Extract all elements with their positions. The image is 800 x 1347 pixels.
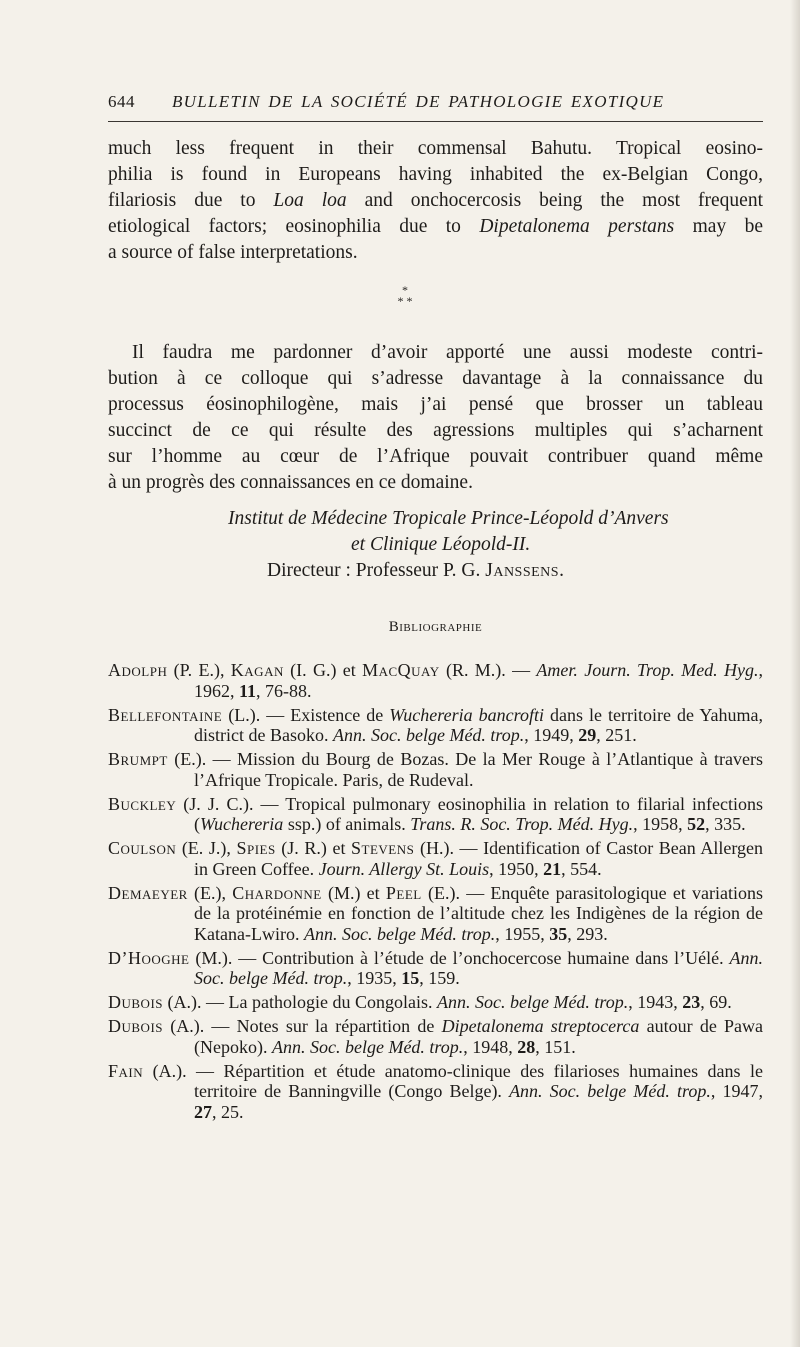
director-line: Directeur : Professeur P. G. Janssens. <box>267 560 564 581</box>
species-name: Dipetalonema perstans <box>479 216 675 237</box>
director-name: Janssens <box>485 560 560 581</box>
conclusion-paragraph <box>108 340 763 496</box>
reference-list <box>108 660 763 1126</box>
clinic-name: et Clinique Léopold-II. <box>351 534 531 555</box>
reference-author: Adolph <box>108 660 168 680</box>
reference-entry: Bellefontaine (L.). — Existence de Wuchereria bancrofti dans le territoire de Yahuma, district de Basoko. Ann. Soc. belge Méd. trop., 1949, 29, 251. <box>108 704 763 745</box>
text-line: sur l’homme au cœur de l’Afrique pouvait contribuer quand même <box>108 446 763 467</box>
reference-author: Buckley <box>108 793 177 814</box>
running-title: BULLETIN DE LA SOCIÉTÉ DE PATHOLOGIE EXOTIQUE <box>172 92 665 111</box>
reference-entry: D’Hooghe (M.). — Contribution à l’étude de l’onchocercose humaine dans l’Uélé. Ann. Soc. belge Méd. trop., 1935, 15, 159. <box>108 947 763 988</box>
reference-author: Bellefontaine <box>108 704 223 725</box>
text-line: filariosis due to Loa loa and onchocercosis being the most frequent <box>108 190 763 211</box>
text-line: à un progrès des connaissances en ce domaine. <box>108 472 473 493</box>
asterism: * * * <box>397 283 413 308</box>
header-rule <box>108 121 763 122</box>
summary-paragraph <box>108 136 763 266</box>
reference-author: Fain <box>108 1060 144 1081</box>
text-line: Il faudra me pardonner d’avoir apporté une aussi modeste contri- <box>132 342 763 363</box>
reference-author: Coulson <box>108 838 177 858</box>
reference-entry: Demaeyer (E.), Chardonne (M.) et Peel (E.). — Enquête parasitologique et variations de la protéinémie en fonction de l’altitude chez les Indigènes de la région de Katana-Lwiro. Ann. Soc. belge Méd. trop., 1955, 35, 293. <box>108 882 764 944</box>
reference-entry: Dubois (A.). — Notes sur la répartition de Dipetalonema streptocerca autour de Pawa (Nepoko). Ann. Soc. belge Méd. trop., 1948, 28, 151. <box>108 1016 763 1057</box>
bibliography-heading: Bibliographie <box>388 619 483 635</box>
page-number: 644 <box>108 92 135 111</box>
reference-author: Dubois <box>108 992 164 1012</box>
text-line: much less frequent in their commensal Bahutu. Tropical eosino- <box>108 138 763 159</box>
institute-name: Institut de Médecine Tropicale Prince-Léopold d’Anvers <box>228 508 669 529</box>
text-line: a source of false interpretations. <box>108 242 358 263</box>
text-line: etiological factors; eosinophilia due to Dipetalonema perstans may be <box>108 216 763 237</box>
signature-block <box>108 506 763 584</box>
reference-author: Brumpt <box>108 749 168 769</box>
text-line: bution à ce colloque qui s’adresse davantage à la connaissance du <box>108 368 763 389</box>
reference-entry: Fain (A.). — Répartition et étude anatomo-clinique des filarioses humaines dans le territoire de Banningville (Congo Belge). Ann. Soc. belge Méd. trop., 1947, 27, 25. <box>108 1060 764 1122</box>
reference-entry: Buckley (J. J. C.). — Tropical pulmonary eosinophilia in relation to filarial infections (Wuchereria ssp.) of animals. Trans. R. Soc. Trop. Méd. Hyg., 1958, 52, 335. <box>108 793 763 834</box>
text-line: succinct de ce qui résulte des agressions multiples qui s’acharnent <box>108 420 763 441</box>
reference-entry: Adolph (P. E.), Kagan (I. G.) et MacQuay (R. M.). — Amer. Journ. Trop. Med. Hyg., 1962, 11, 76-88. <box>108 660 763 701</box>
page-header <box>108 92 763 120</box>
reference-entry: Dubois (A.). — La pathologie du Congolais. Ann. Soc. belge Méd. trop., 1943, 23, 69. <box>108 992 732 1012</box>
text-line: processus éosinophilogène, mais j’ai pensé que brosser un tableau <box>108 394 763 415</box>
reference-author: Dubois <box>108 1016 164 1036</box>
species-name: Loa loa <box>273 190 347 211</box>
reference-entry: Brumpt (E.). — Mission du Bourg de Bozas. De la Mer Rouge à l’Atlantique à travers l’Afrique Tropicale. Paris, de Rudeval. <box>108 749 763 790</box>
reference-author: D’Hooghe <box>108 947 190 968</box>
page-edge-shadow <box>790 0 800 1347</box>
reference-entry: Coulson (E. J.), Spies (J. R.) et Stevens (H.). — Identification of Castor Bean Allergen in Green Coffee. Journ. Allergy St. Louis, 1950, 21, 554. <box>108 838 763 879</box>
reference-author: Demaeyer <box>108 882 188 903</box>
text-line: philia is found in Europeans having inhabited the ex-Belgian Congo, <box>108 164 763 185</box>
